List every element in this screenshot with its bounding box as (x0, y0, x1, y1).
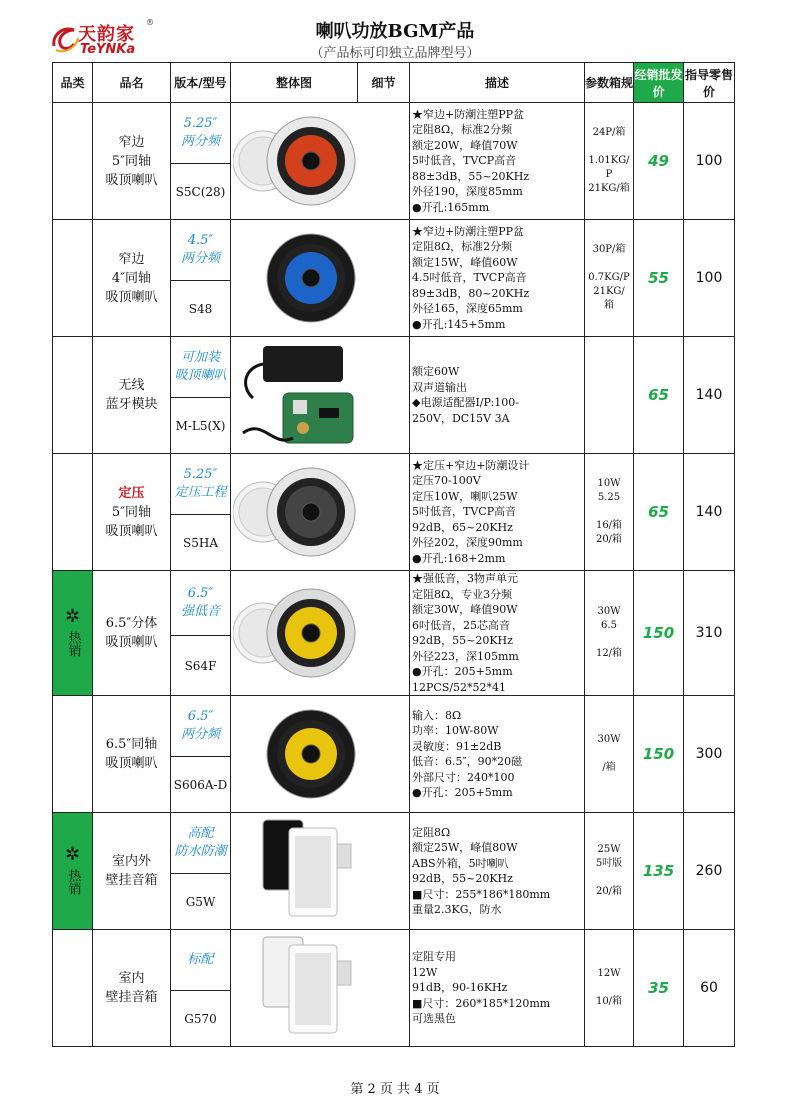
header-spec: 参数箱规 (585, 63, 634, 103)
spec-line: /箱 (602, 762, 616, 773)
description-line: 定阻8Ω，标准2分频 (412, 123, 513, 137)
spec-line: 5吋版 (595, 858, 623, 869)
description-line: 额定30W，峰值90W (412, 603, 518, 616)
description-line: 低音：6.5″，90*20磁 (412, 755, 523, 768)
spec-line (585, 747, 633, 761)
product-name-line: 窄边 (118, 134, 145, 150)
retail-price: 310 (684, 571, 735, 696)
product-model: S64F (171, 636, 231, 696)
wholesale-price: 35 (634, 930, 684, 1047)
product-name (93, 813, 171, 930)
product-version-line: 可加装 (180, 350, 220, 366)
spec-line: 24P/箱 (592, 127, 626, 138)
spec-line: 5.25 (597, 492, 621, 503)
spec-line: P (605, 169, 613, 180)
spec-line: 21KG/箱 (588, 183, 630, 194)
product-description (410, 103, 585, 220)
product-version-line: 5.25″ (183, 116, 218, 132)
hot-label: 热销 (65, 868, 81, 895)
category-cell (53, 454, 93, 571)
description-line: 外径165，深度65mm (412, 302, 523, 316)
page-title: 喇叭功放BGM产品 (315, 21, 475, 42)
category-cell (53, 571, 93, 696)
product-spec (585, 220, 634, 337)
product-name (93, 337, 171, 454)
product-version-line: 6.5″ (187, 586, 214, 602)
spec-line (585, 505, 633, 519)
wholesale-price: 55 (634, 220, 684, 337)
wholesale-price: 49 (634, 103, 684, 220)
spec-line (585, 981, 633, 995)
spec-line (585, 633, 633, 647)
product-version-line: 两分频 (180, 251, 220, 267)
product-spec (585, 813, 634, 930)
description-line: 定阻8Ω (412, 825, 451, 839)
product-version-line: 6.5″ (187, 709, 214, 725)
product-name (93, 571, 171, 696)
hot-label: 热销 (65, 630, 81, 657)
hot-star-icon: ✲ (64, 605, 81, 627)
wholesale-price: 150 (634, 696, 684, 813)
product-image (231, 337, 410, 454)
product-version (171, 930, 231, 991)
product-image (231, 696, 410, 813)
product-version (171, 696, 231, 757)
description-line: 5吋低音，TVCP高音 (412, 505, 517, 519)
description-line: ★强低音，3物声单元 (412, 572, 518, 585)
description-line: 双声道输出 (412, 380, 467, 394)
product-name-line: 吸顶喇叭 (105, 289, 158, 305)
header-version: 版本/型号 (171, 63, 231, 103)
description-line: 定压70-100V (412, 474, 481, 488)
product-name-line: 吸顶喇叭 (105, 635, 158, 650)
page-footer: 第 2 页 共 4 页 (350, 1082, 440, 1097)
description-line: 88±3dB，55~20KHz (412, 169, 530, 183)
spec-line: 10/箱 (595, 996, 623, 1007)
description-line: ●开孔：205+5mm (412, 665, 513, 678)
logo-registered-mark: ® (146, 18, 154, 27)
description-line: ★窄边+防潮注塑PP盆 (412, 224, 525, 238)
logo-english-name: TeYNKa (80, 42, 136, 57)
product-image (231, 103, 410, 220)
retail-price: 100 (684, 103, 735, 220)
wholesale-price: 150 (634, 571, 684, 696)
description-line: ★窄边+防潮注塑PP盆 (412, 107, 525, 121)
product-name-line: 室内 (118, 971, 145, 986)
product-image (231, 454, 410, 571)
product-description (410, 813, 585, 930)
product-name-line: 吸顶喇叭 (105, 756, 158, 771)
product-version (171, 337, 231, 398)
product-version-line: 5.25″ (183, 467, 218, 483)
spec-line: 1.01KG/ (588, 155, 630, 166)
product-version-line: 防水防潮 (174, 844, 227, 860)
description-line: ■尺寸：260*185*120mm (412, 996, 551, 1010)
product-model: S48 (171, 281, 231, 337)
description-line: 重量2.3KG，防水 (412, 903, 502, 916)
spec-line: 12W (597, 968, 621, 979)
product-version-line: 吸顶喇叭 (174, 368, 227, 384)
spec-line: 20/箱 (595, 534, 623, 545)
product-name-line: 室内外 (111, 854, 151, 869)
product-name-line: 无线 (118, 378, 145, 393)
product-name-line: 6.5″分体 (105, 616, 158, 631)
category-cell (53, 696, 93, 813)
retail-price: 300 (684, 696, 735, 813)
product-name (93, 220, 171, 337)
description-line: 灵敏度：91±2dB (412, 739, 502, 753)
category-cell (53, 220, 93, 337)
product-name-line: 蓝牙模块 (105, 397, 158, 412)
wholesale-price: 65 (634, 337, 684, 454)
product-model: S5HA (171, 515, 231, 571)
description-line: 12PCS/52*52*41 (412, 680, 507, 694)
product-model: M-L5(X) (171, 398, 231, 454)
product-name-line: 壁挂音箱 (105, 873, 158, 888)
product-version-line: 标配 (187, 952, 214, 968)
product-description (410, 571, 585, 696)
product-model: G5W (171, 874, 231, 930)
product-model: S606A-D (171, 757, 231, 813)
product-row (53, 103, 735, 164)
header-wholesale-price: 经销批发价 (634, 63, 684, 103)
retail-price: 100 (684, 220, 735, 337)
product-image (231, 220, 410, 337)
spec-line (585, 140, 633, 154)
product-row (53, 454, 735, 515)
category-cell (53, 813, 93, 930)
product-version-line: 强低音 (180, 604, 220, 620)
product-spec (585, 454, 634, 571)
header-category: 品类 (53, 63, 93, 103)
product-row (53, 220, 735, 281)
hot-star-icon: ✲ (64, 843, 81, 865)
description-line: 可选黑色 (412, 1012, 456, 1026)
description-line: 定阻8Ω，标准2分频 (412, 240, 513, 254)
description-line: 定阻8Ω，专业3分频 (412, 587, 513, 601)
product-row (53, 930, 735, 991)
product-name-highlight: 定压 (118, 485, 145, 501)
description-line: 定阻专用 (412, 950, 456, 964)
product-version-line: 两分频 (180, 134, 220, 150)
product-name-line: 5″同轴 (111, 504, 152, 520)
description-line: 92dB，65~20KHz (412, 520, 513, 534)
product-version-line: 高配 (187, 826, 214, 842)
retail-price: 260 (684, 813, 735, 930)
description-line: ●开孔:168+2mm (412, 551, 506, 565)
category-cell (53, 930, 93, 1047)
retail-price: 140 (684, 454, 735, 571)
product-name-line: 吸顶喇叭 (105, 523, 158, 539)
spec-line: 20/箱 (595, 886, 623, 897)
product-name (93, 103, 171, 220)
description-line: 额定20W，峰值70W (412, 138, 518, 152)
description-line: 92dB，55~20KHz (412, 872, 513, 885)
description-line: 4.5吋低音，TVCP高音 (412, 271, 527, 285)
description-line: 额定15W，峰值60W (412, 255, 518, 269)
description-line: 92dB，55~20KHz (412, 634, 513, 647)
product-name (93, 930, 171, 1047)
category-cell (53, 337, 93, 454)
description-line: 外部尺寸：240*100 (412, 770, 515, 784)
spec-line: 30W (597, 606, 621, 617)
product-version (171, 813, 231, 874)
product-name-line: 吸顶喇叭 (105, 172, 158, 188)
description-line: 定压10W，喇叭25W (412, 489, 518, 503)
product-row (53, 337, 735, 398)
description-line: 91dB，90-16KHz (412, 981, 508, 995)
spec-line: 30P/箱 (592, 244, 626, 255)
product-name-line: 6.5″同轴 (105, 737, 158, 752)
product-table (52, 62, 735, 1047)
description-line: 89±3dB，80~20KHz (412, 286, 530, 300)
description-line: 额定60W (412, 365, 460, 378)
product-version (171, 454, 231, 515)
spec-line: 箱 (604, 300, 614, 311)
description-line: 外径223，深105mm (412, 649, 519, 663)
product-version-line: 两分频 (180, 727, 220, 743)
product-description (410, 696, 585, 813)
category-cell (53, 103, 93, 220)
product-name-line: 窄边 (118, 251, 145, 267)
product-row (53, 696, 735, 757)
description-line: 12W (412, 965, 438, 979)
table-header-row (53, 63, 735, 103)
product-row (53, 571, 735, 636)
header-name: 品名 (93, 63, 171, 103)
description-line: 额定25W，峰值80W (412, 841, 518, 854)
retail-price: 140 (684, 337, 735, 454)
description-line: ◆电源适配器I/P:100- (412, 396, 519, 409)
spec-line: 0.7KG/P (588, 272, 630, 283)
description-line: 250V，DC15V 3A (412, 411, 510, 425)
product-spec (585, 337, 634, 454)
product-version (171, 571, 231, 636)
product-version-line: 定压工程 (174, 485, 227, 501)
product-image (231, 571, 410, 696)
description-line: 外径190，深度85mm (412, 185, 523, 199)
page-subtitle: （产品标可印独立品牌型号） (310, 46, 480, 61)
description-line: ●开孔:165mm (412, 200, 490, 214)
product-image (231, 930, 410, 1047)
description-line: ●开孔：205+5mm (412, 786, 513, 799)
spec-line (585, 871, 633, 885)
header-description: 描述 (410, 63, 585, 103)
product-version (171, 220, 231, 281)
description-line: 输入：8Ω (412, 708, 462, 722)
logo-chinese-name: 天韵家 (78, 24, 135, 45)
product-name-line: 4″同轴 (111, 270, 152, 286)
product-version-line: 4.5″ (187, 233, 214, 249)
product-spec (585, 696, 634, 813)
product-model: S5C(28) (171, 164, 231, 220)
spec-line: 12/箱 (595, 648, 623, 659)
spec-line: 30W (597, 734, 621, 745)
product-name-line: 5″同轴 (111, 153, 152, 169)
description-line: 6吋低音，25芯高音 (412, 618, 510, 632)
description-line: ABS外箱，5吋喇叭 (412, 856, 509, 870)
product-description (410, 220, 585, 337)
product-name (93, 696, 171, 813)
wholesale-price: 135 (634, 813, 684, 930)
product-spec (585, 571, 634, 696)
description-line: ●开孔:145+5mm (412, 317, 506, 331)
wholesale-price: 65 (634, 454, 684, 571)
description-line: 5吋低音，TVCP高音 (412, 154, 517, 168)
product-name (93, 454, 171, 571)
spec-line: 10W (597, 478, 621, 489)
spec-line: 21KG/ (593, 286, 625, 297)
product-name-line: 壁挂音箱 (105, 990, 158, 1005)
description-line: 功率：10W-80W (412, 724, 499, 737)
spec-line (585, 257, 633, 271)
product-description (410, 454, 585, 571)
product-version (171, 103, 231, 164)
product-image (231, 813, 410, 930)
header-retail-price: 指导零售价 (684, 63, 735, 103)
product-spec (585, 930, 634, 1047)
product-model: G570 (171, 991, 231, 1047)
description-line: ★定压+窄边+防潮设计 (412, 458, 530, 472)
product-row (53, 813, 735, 874)
description-line: ■尺寸：255*186*180mm (412, 887, 551, 901)
description-line: 外径202，深度90mm (412, 536, 523, 550)
spec-line: 6.5 (601, 620, 617, 631)
product-description (410, 337, 585, 454)
spec-line: 25W (597, 844, 621, 855)
product-spec (585, 103, 634, 220)
spec-line: 16/箱 (595, 520, 623, 531)
product-description (410, 930, 585, 1047)
header-image: 整体图 (231, 63, 358, 103)
header-detail: 细节 (358, 63, 410, 103)
retail-price: 60 (684, 930, 735, 1047)
